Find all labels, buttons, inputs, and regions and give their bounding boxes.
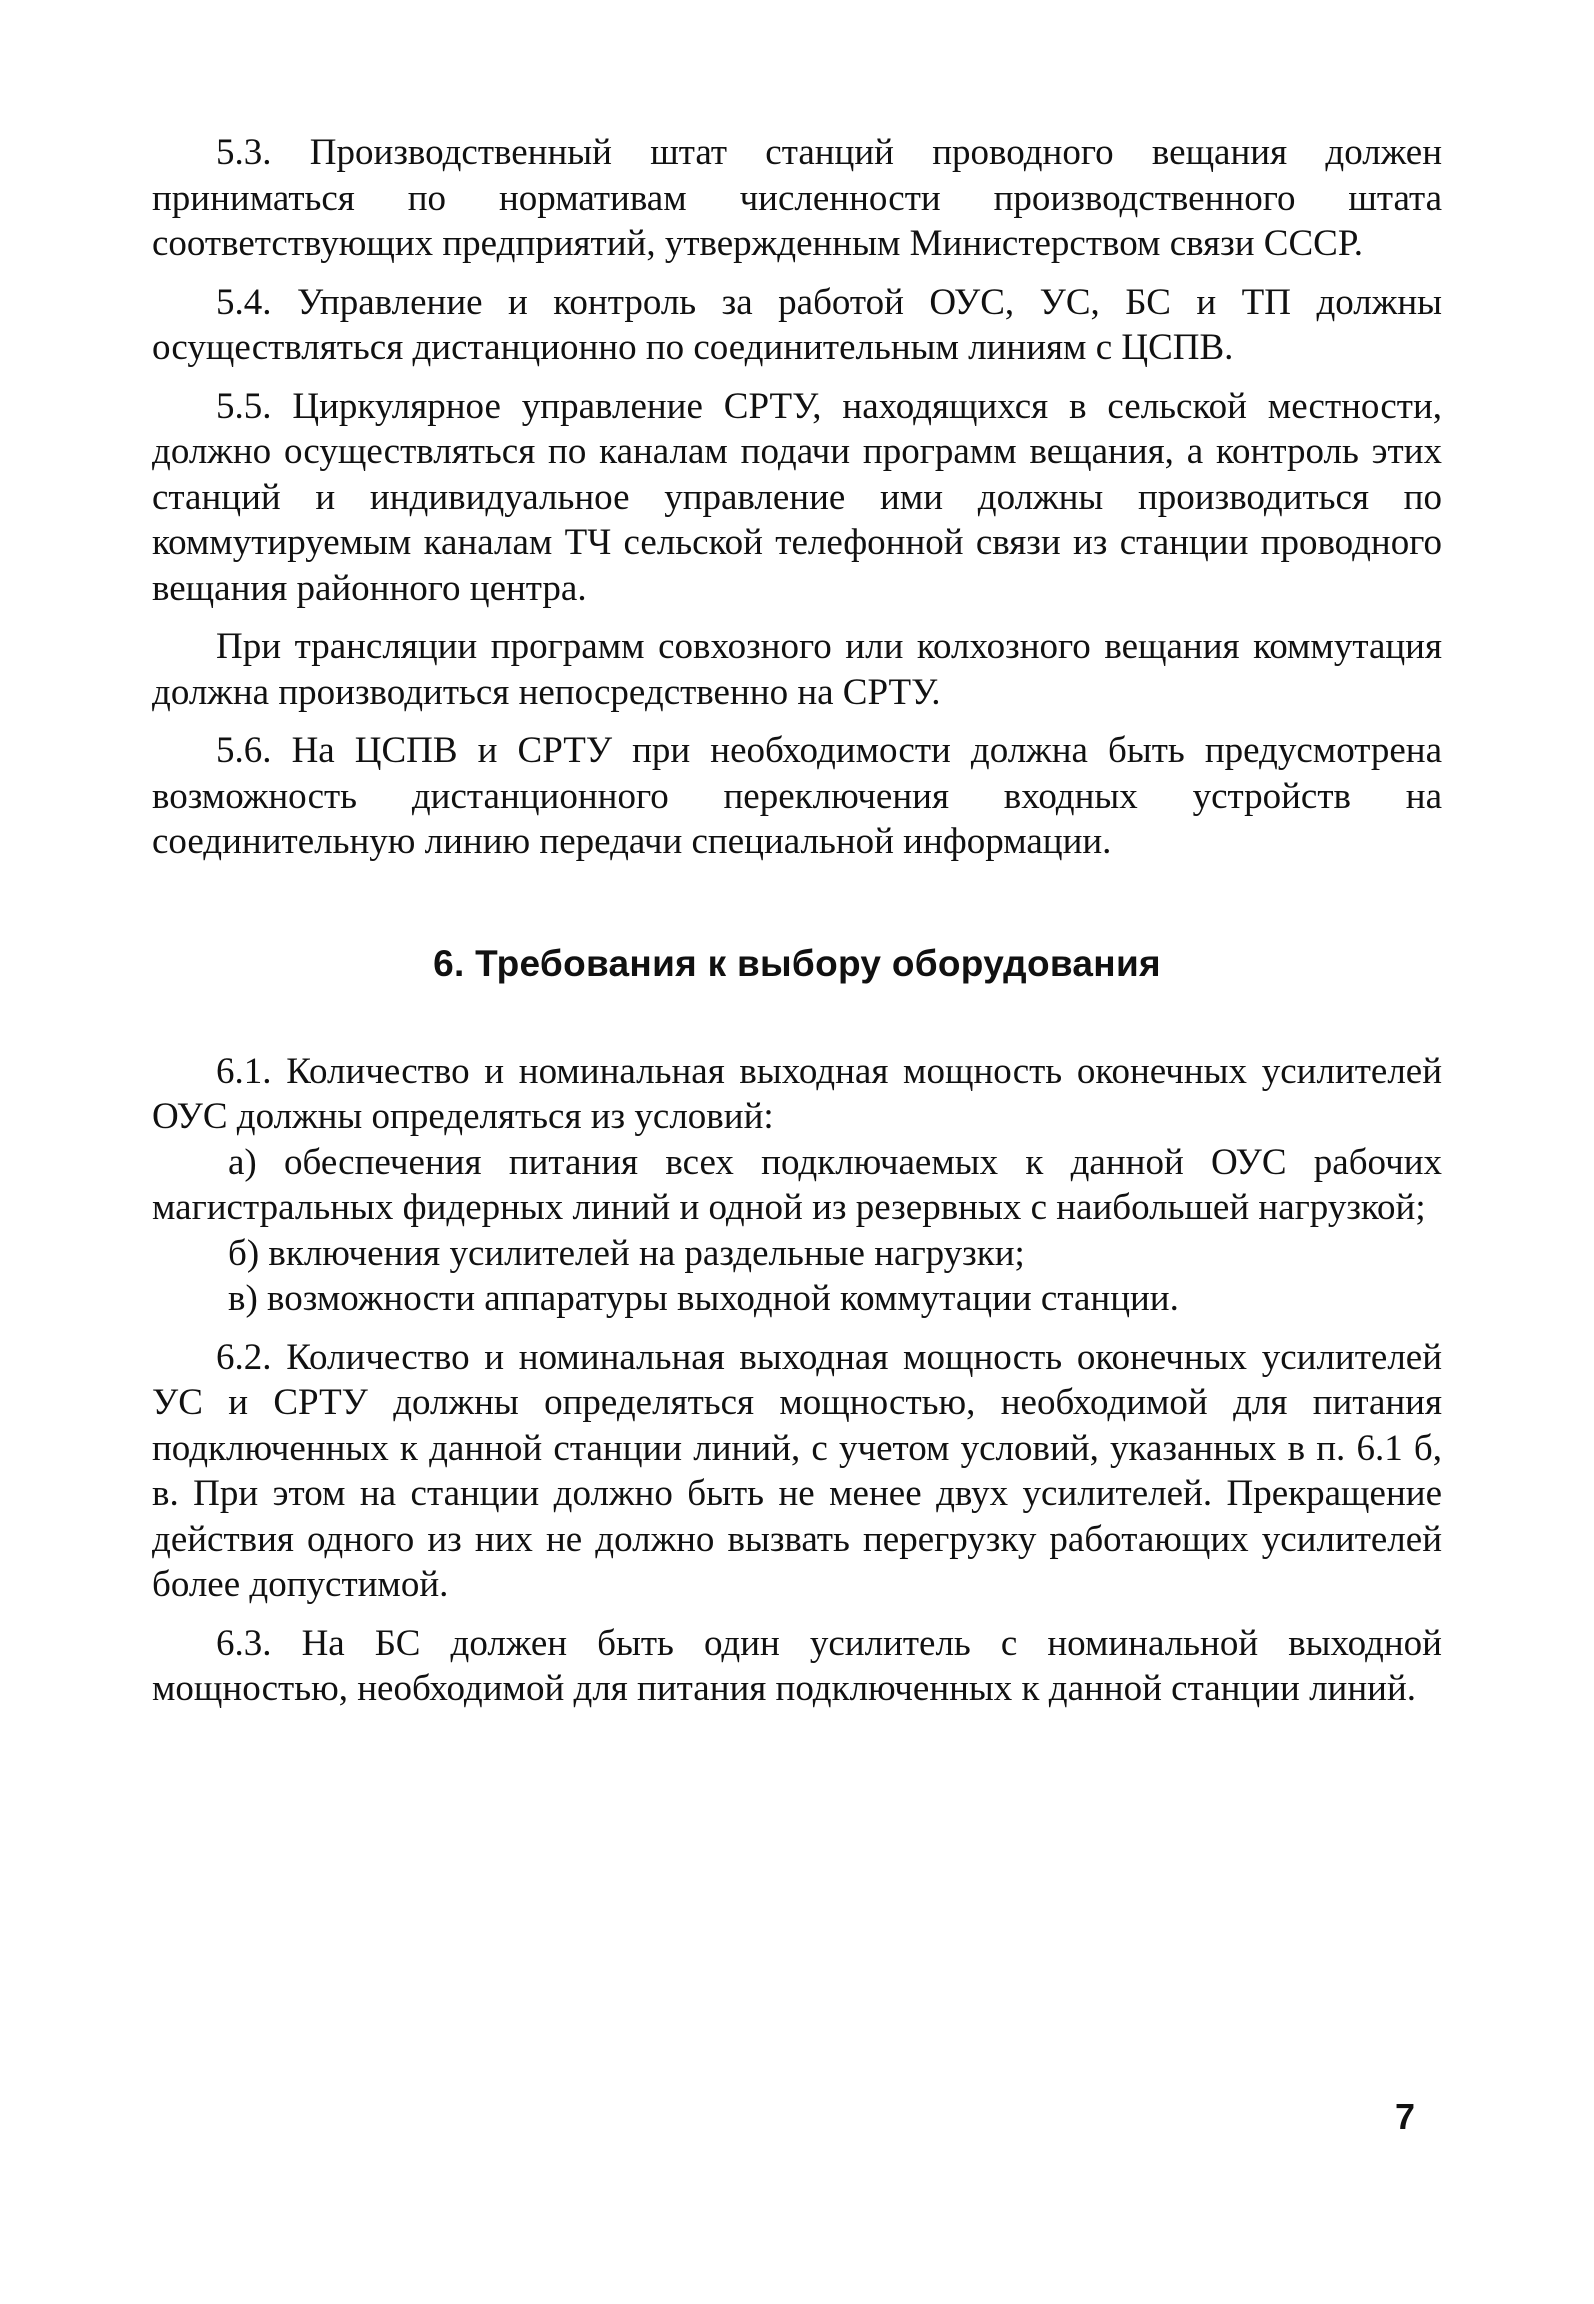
paragraph-6-1-item-a: а) обеспечения питания всех подключаемых к данной ОУС рабочих магистральных фидерных линий и одной из резервных с наибольшей нагрузкой; bbox=[152, 1141, 1442, 1228]
document-page bbox=[152, 130, 1442, 1712]
paragraph-6-1-item-b: б) включения усилителей на раздельные нагрузки; bbox=[228, 1232, 1025, 1274]
paragraph-6-3: 6.3. На БС должен быть один усилитель с номинальной выходной мощностью, необходимой для питания подключенных к данной станции линий. bbox=[152, 1622, 1442, 1709]
page-number: 7 bbox=[1395, 2096, 1416, 2137]
paragraph-5-5-continuation: При трансляции программ совхозного или колхозного вещания коммутация должна производиться непосредственно на СРТУ. bbox=[152, 626, 1442, 713]
paragraph-5-6: 5.6. На ЦСПВ и СРТУ при необходимости должна быть предусмотрена возможность дистанционного переключения входных устройств на соединительную линию передачи специальной информации. bbox=[152, 730, 1442, 862]
section-6-heading: 6. Требования к выбору оборудования bbox=[433, 942, 1161, 984]
paragraph-6-1-item-c: в) возможности аппаратуры выходной коммутации станции. bbox=[228, 1278, 1179, 1319]
paragraph-6-2: 6.2. Количество и номинальная выходная мощность оконечных усилителей УС и СРТУ должны определяться мощностью, необходимой для питания подключенных к данной станции линий, с учетом условий, указанных в п. 6.1 б, в. При этом на станции должно быть не менее двух усилителей. Прекращение действия одного из них не должно вызвать перегрузку работающих усилителей более допустимой. bbox=[152, 1336, 1442, 1605]
paragraph-5-3: 5.3. Производственный штат станций проводного вещания должен приниматься по нормативам численности производственного штата соответствующих предприятий, утвержденным Министерством связи СССР. bbox=[152, 132, 1442, 264]
paragraph-6-1: 6.1. Количество и номинальная выходная мощность оконечных усилителей ОУС должны определяться из условий: bbox=[152, 1050, 1442, 1137]
paragraph-5-4: 5.4. Управление и контроль за работой ОУС, УС, БС и ТП должны осуществляться дистанционно по соединительным линиям с ЦСПВ. bbox=[152, 281, 1442, 368]
paragraph-5-5: 5.5. Циркулярное управление СРТУ, находящихся в сельской местности, должно осуществляться по каналам подачи программ вещания, а контроль этих станций и индивидуальное управление ими должны производиться по коммутируемым каналам ТЧ сельской телефонной связи из станции проводного вещания районного центра. bbox=[152, 385, 1442, 609]
